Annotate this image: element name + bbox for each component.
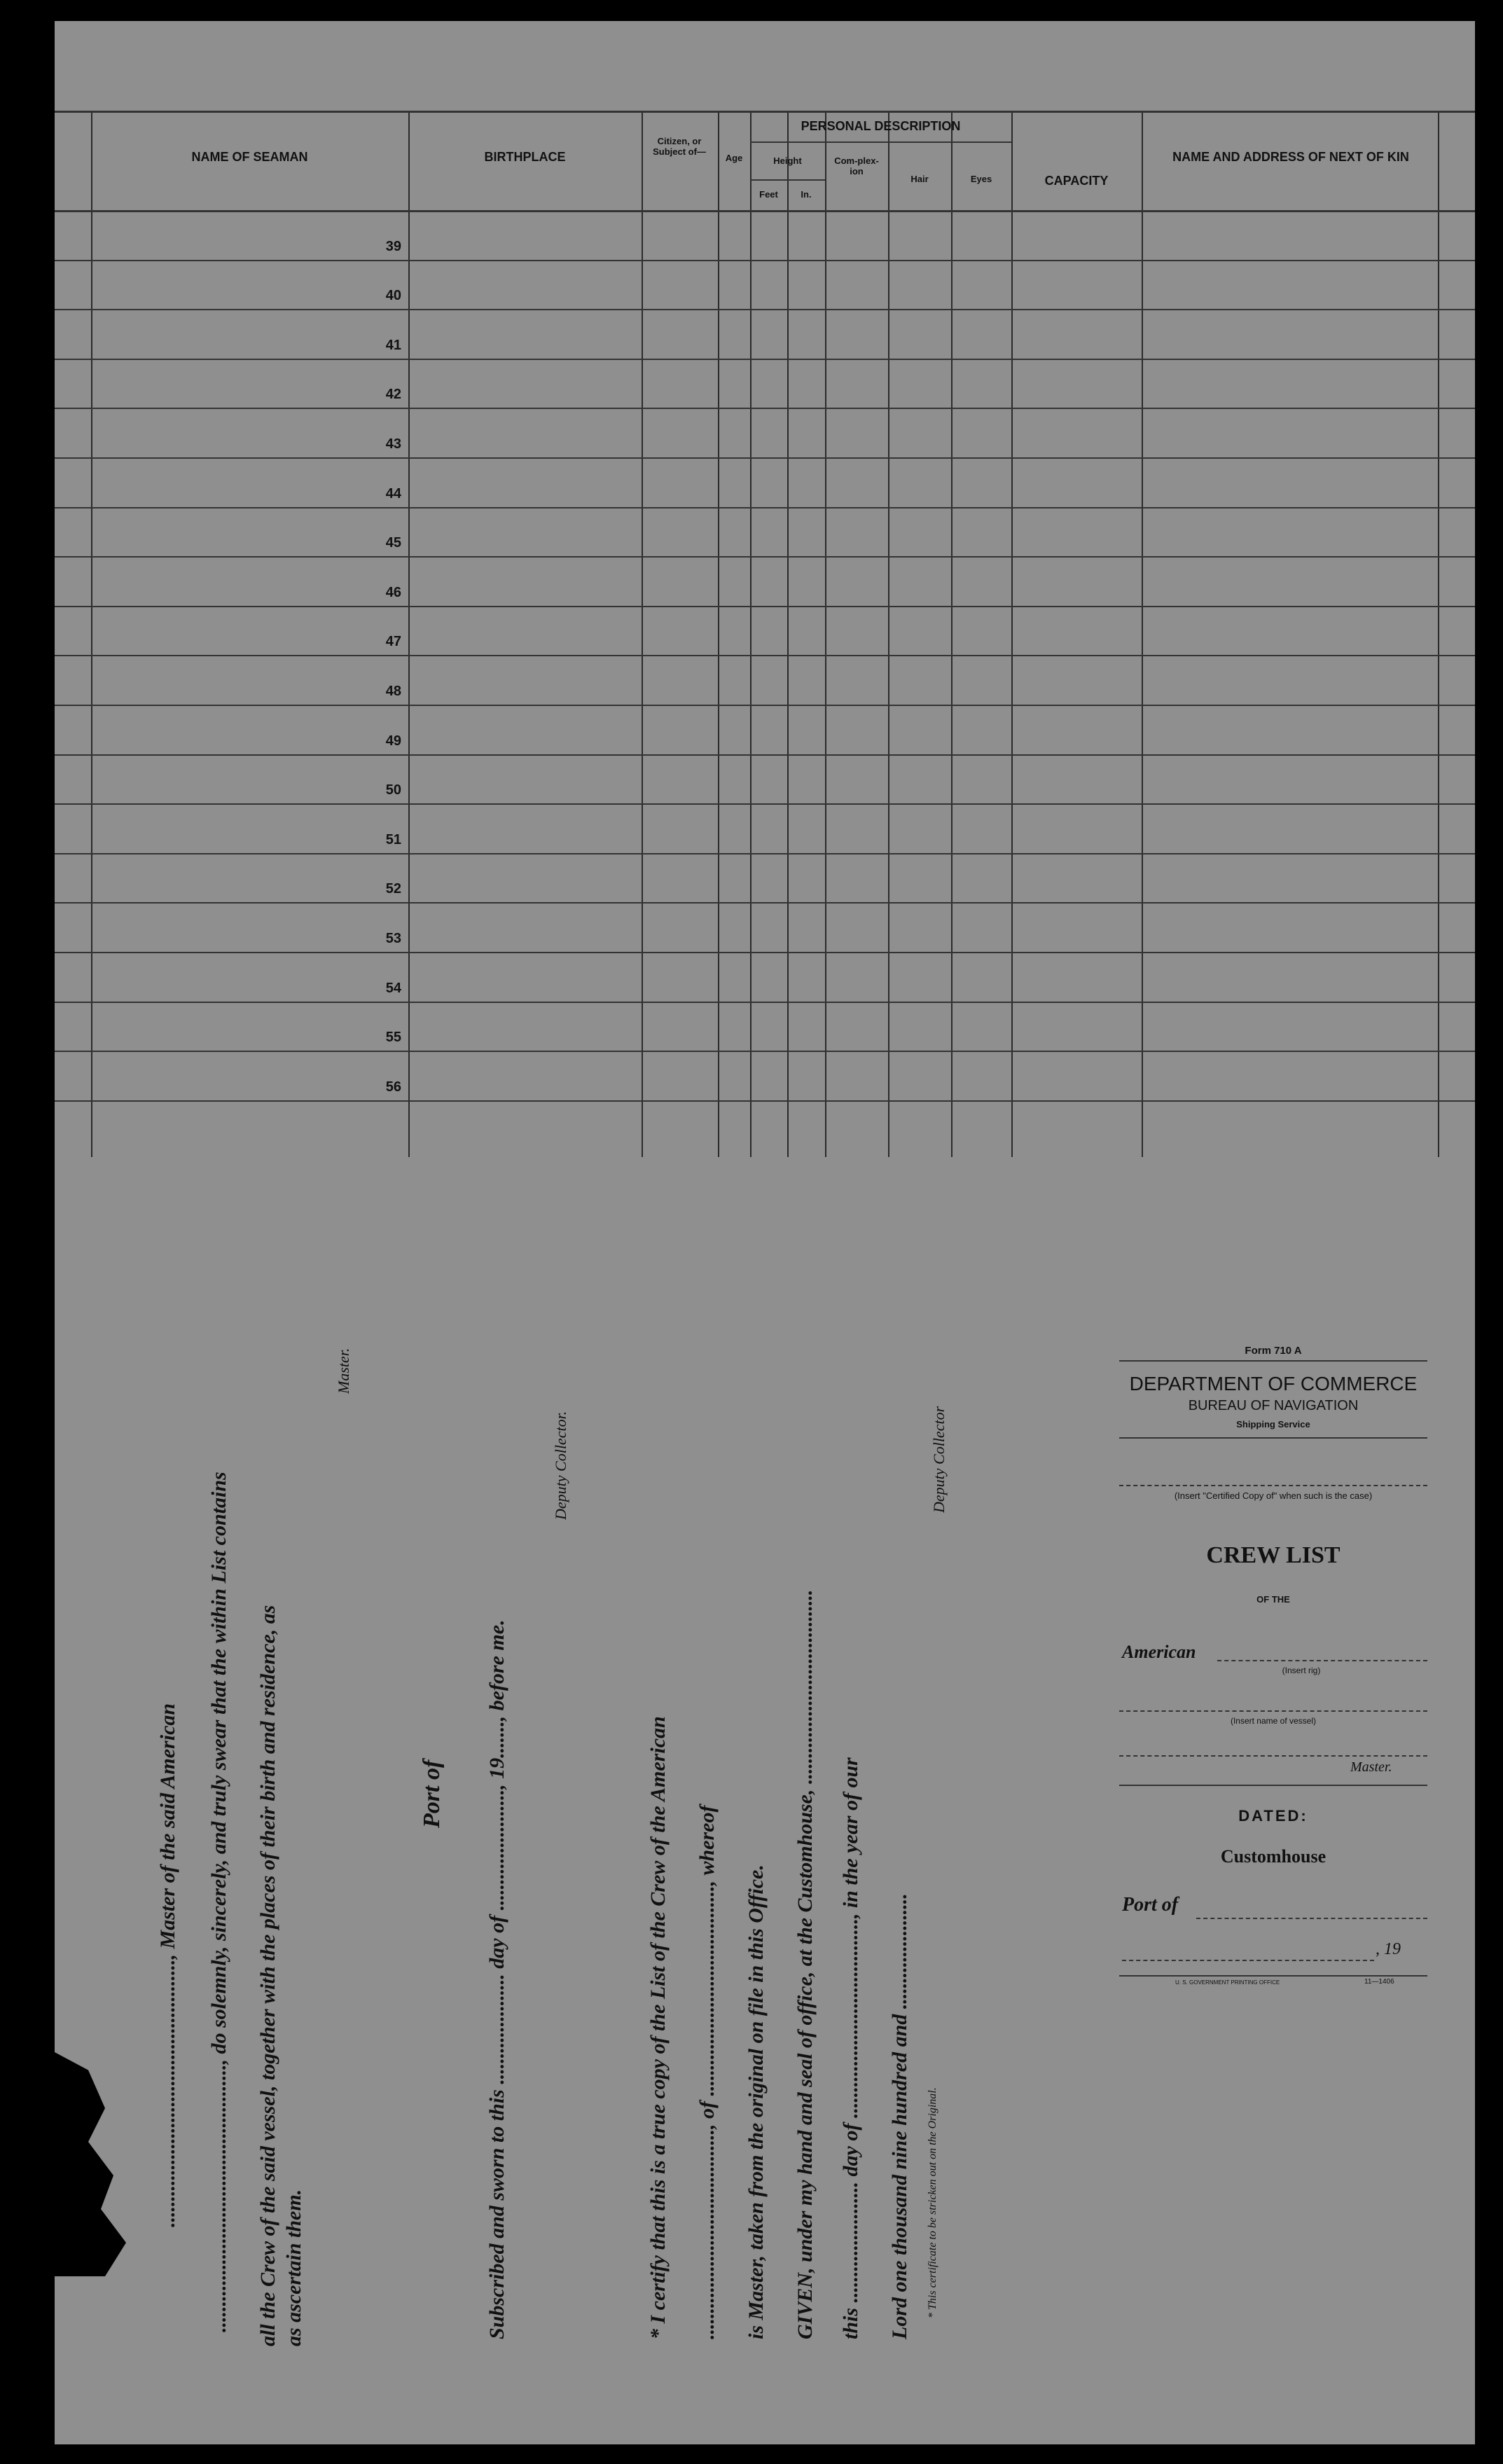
table-row bbox=[55, 853, 1475, 854]
table-row bbox=[55, 952, 1475, 953]
table-line bbox=[750, 179, 825, 181]
oath-line-2: ..................................................., do solemnly, sincerely, and truly swear that the within List contains bbox=[207, 1472, 230, 2332]
table-line bbox=[888, 111, 889, 1157]
table-line bbox=[750, 141, 1011, 143]
row-number: 43 bbox=[385, 436, 401, 452]
header-name: NAME OF SEAMAN bbox=[191, 150, 308, 164]
table-line bbox=[951, 111, 953, 1157]
port-of-label: Port of bbox=[419, 1759, 445, 1828]
table-line bbox=[642, 111, 643, 1157]
bureau: BUREAU OF NAVIGATION bbox=[1188, 1398, 1359, 1413]
crew-list-title: CREW LIST bbox=[1206, 1542, 1341, 1568]
form-code: 11—1406 bbox=[1364, 1978, 1394, 1986]
form-number: Form 710 A bbox=[1245, 1345, 1302, 1357]
row-number: 48 bbox=[385, 684, 401, 699]
deputy-collector-2: Deputy Collector bbox=[930, 1406, 948, 1513]
header-hair: Hair bbox=[910, 174, 929, 184]
table-row bbox=[55, 1002, 1475, 1003]
insert-cert-note: (Insert "Certified Copy of" when such is the case) bbox=[1174, 1490, 1373, 1501]
year-label: , 19 bbox=[1376, 1940, 1401, 1958]
table-row bbox=[55, 309, 1475, 310]
lord-line: Lord one thousand nine hundred and ...................... bbox=[888, 1893, 911, 2339]
table-row bbox=[55, 1051, 1475, 1052]
row-number: 51 bbox=[385, 831, 401, 847]
blank-line bbox=[1196, 1918, 1427, 1919]
table-line bbox=[408, 111, 410, 1157]
table-row bbox=[55, 705, 1475, 706]
insert-name: (Insert name of vessel) bbox=[1230, 1716, 1317, 1726]
crew-list-form bbox=[55, 21, 1475, 2444]
subscribed-line: Subscribed and sworn to this ..................... day of ......................., 19......., before me. bbox=[485, 1619, 508, 2339]
master-label: Master. bbox=[1350, 1759, 1392, 1775]
printing-office: U. S. GOVERNMENT PRINTING OFFICE bbox=[1175, 1979, 1280, 1986]
table-row bbox=[55, 1100, 1475, 1102]
of-the: OF THE bbox=[1256, 1594, 1290, 1605]
deputy-collector-1: Deputy Collector. bbox=[552, 1411, 569, 1520]
header-complexion: Com-plex-ion bbox=[834, 155, 879, 177]
row-number: 53 bbox=[385, 931, 401, 946]
blank-line bbox=[1119, 1485, 1427, 1486]
header-citizen: Citizen, or Subject of— bbox=[653, 136, 706, 157]
rule bbox=[1119, 1975, 1427, 1977]
oath-line-1: ..................................................., Master of the said American bbox=[156, 1703, 179, 2227]
header-capacity: CAPACITY bbox=[1044, 174, 1109, 188]
crew-table bbox=[55, 111, 1475, 1157]
customhouse-label: Customhouse bbox=[1220, 1846, 1327, 1867]
table-row bbox=[55, 359, 1475, 360]
given-line: GIVEN, under my hand and seal of office, at the Customhouse, ..................................... bbox=[794, 1589, 817, 2339]
table-row bbox=[55, 803, 1475, 805]
row-number: 40 bbox=[385, 288, 401, 304]
row-number: 42 bbox=[385, 387, 401, 403]
department: DEPARTMENT OF COMMERCE bbox=[1129, 1373, 1418, 1394]
header-height: Height bbox=[773, 155, 802, 166]
oath-line-4: as ascertain them. bbox=[282, 2189, 305, 2346]
row-number: 54 bbox=[385, 980, 401, 996]
rule bbox=[1119, 1360, 1427, 1362]
header-personal: PERSONAL DESCRIPTION bbox=[801, 119, 961, 133]
header-eyes: Eyes bbox=[970, 174, 992, 184]
row-number: 56 bbox=[385, 1079, 401, 1095]
row-number: 39 bbox=[385, 238, 401, 254]
table-row bbox=[55, 902, 1475, 904]
table-line bbox=[750, 111, 752, 1157]
blank-line bbox=[1119, 1710, 1427, 1712]
table-line bbox=[55, 111, 1475, 113]
blank-line bbox=[1122, 1960, 1374, 1961]
row-number: 52 bbox=[385, 881, 401, 897]
table-line bbox=[718, 111, 719, 1157]
of-whereof-line: ........................................, of ........................................, whereof bbox=[695, 1805, 719, 2339]
header-birthplace: BIRTHPLACE bbox=[484, 150, 566, 164]
table-row bbox=[55, 408, 1475, 409]
table-line bbox=[1011, 111, 1013, 1157]
dated-label: DATED: bbox=[1238, 1807, 1308, 1825]
table-line bbox=[1142, 111, 1143, 1157]
row-number: 41 bbox=[385, 337, 401, 353]
master-label: Master. bbox=[335, 1348, 352, 1394]
port-of-label: Port of bbox=[1122, 1894, 1179, 1916]
blank-line bbox=[1119, 1755, 1427, 1757]
header-age: Age bbox=[725, 153, 743, 163]
rule bbox=[1119, 1437, 1427, 1439]
blank-line bbox=[1217, 1660, 1427, 1661]
table-line bbox=[787, 111, 789, 1157]
header-kin: NAME AND ADDRESS OF NEXT OF KIN bbox=[1172, 150, 1409, 164]
table-row bbox=[55, 457, 1475, 459]
row-number: 55 bbox=[385, 1030, 401, 1046]
this-day-line: this ....................... day of ......................................, in the year of our bbox=[839, 1757, 862, 2339]
table-row bbox=[55, 655, 1475, 656]
table-line bbox=[1438, 111, 1439, 1157]
table-line bbox=[55, 210, 1475, 212]
row-number: 49 bbox=[385, 733, 401, 749]
table-row bbox=[55, 507, 1475, 508]
insert-rig: (Insert rig) bbox=[1282, 1666, 1321, 1675]
row-number: 44 bbox=[385, 485, 401, 501]
rule bbox=[1119, 1785, 1427, 1786]
is-master-line: is Master, taken from the original on file in this Office. bbox=[744, 1864, 768, 2339]
header-in: In. bbox=[801, 189, 812, 200]
footnote: * This certificate to be stricken out on the Original. bbox=[927, 2087, 938, 2318]
service: Shipping Service bbox=[1236, 1419, 1310, 1430]
row-number: 45 bbox=[385, 535, 401, 551]
oath-line-3: all the Crew of the said vessel, together with the places of their birth and residence, as bbox=[256, 1605, 279, 2346]
table-line bbox=[91, 111, 92, 1157]
table-row bbox=[55, 754, 1475, 756]
row-number: 47 bbox=[385, 634, 401, 650]
table-row bbox=[55, 556, 1475, 558]
header-feet: Feet bbox=[759, 189, 778, 200]
row-number: 46 bbox=[385, 584, 401, 600]
american-label: American bbox=[1122, 1642, 1196, 1662]
table-row bbox=[55, 606, 1475, 607]
table-row bbox=[55, 260, 1475, 261]
certify-line: * I certify that this is a true copy of the List of the Crew of the American bbox=[646, 1716, 670, 2339]
row-number: 50 bbox=[385, 782, 401, 798]
table-line bbox=[825, 111, 826, 1157]
